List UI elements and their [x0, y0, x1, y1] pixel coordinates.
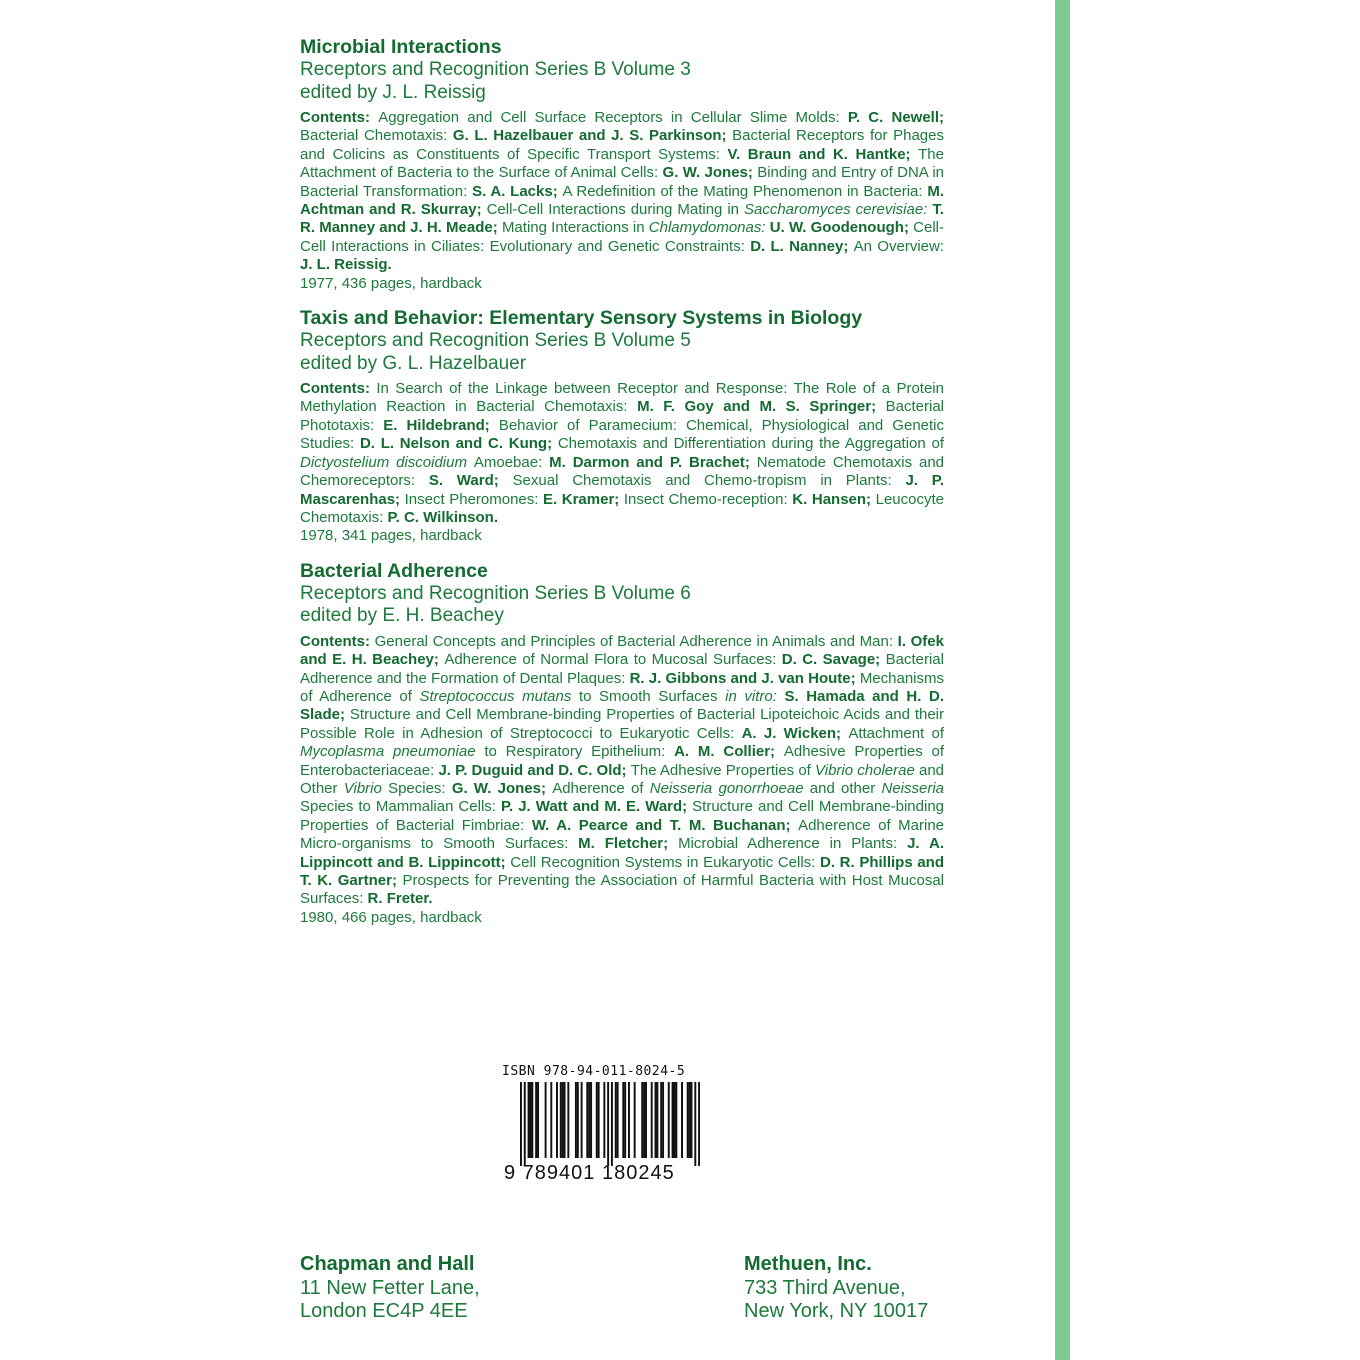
author-names: J. L. Reissig. — [300, 256, 392, 274]
author-names: P. C. Newell; — [847, 109, 944, 126]
chapter-title: Sexual Chemotaxis and Chemo-tropism in Plants: — [512, 472, 906, 490]
book-publication-info: 1980, 466 pages, hardback — [300, 908, 482, 926]
publisher-us — [744, 1253, 928, 1324]
barcode-bar — [550, 1082, 552, 1158]
species-name: Saccharomyces cerevisiae: — [743, 201, 933, 219]
barcode-bar — [694, 1082, 696, 1166]
barcode-bar — [603, 1082, 605, 1158]
book-list — [300, 36, 944, 941]
chapter-title: Mating Interactions in — [501, 219, 649, 237]
barcode-bar — [611, 1082, 613, 1166]
book-contents — [300, 109, 944, 275]
barcode-bar — [655, 1082, 657, 1158]
barcode-bar — [672, 1082, 674, 1158]
book-title: Microbial Interactions — [300, 36, 502, 58]
chapter-title: and other — [809, 779, 882, 797]
barcode-bar — [660, 1082, 662, 1158]
chapter-title: Chemotaxis and Differentiation during the Aggregation of — [557, 435, 945, 453]
barcode-bar — [586, 1082, 588, 1158]
barcode-bar — [687, 1082, 689, 1158]
book-publication-info: 1977, 436 pages, hardback — [300, 274, 482, 292]
chapter-title: Structure and Cell Membrane-binding Properties of Bacterial Lipoteichoic Acids and their Possible Role in Adhesion of Streptococci to Eukaryotic Cells: — [300, 706, 945, 742]
barcode-bar — [575, 1082, 577, 1158]
author-names: A. M. Collier; — [674, 743, 784, 761]
author-names: K. Hansen; — [792, 490, 876, 508]
barcode-bar — [617, 1082, 619, 1158]
barcode-bar — [624, 1082, 626, 1158]
chapter-title: Nematode Chemotaxis and Chemoreceptors: — [300, 453, 945, 490]
chapter-title: Bacterial Adherence and the Formation of Dental Plaques: — [300, 651, 944, 687]
barcode-bar — [615, 1082, 617, 1158]
barcode-bar — [668, 1082, 670, 1158]
chapter-title: Adherence of Marine Micro-organisms to Smooth Surfaces: — [300, 816, 945, 853]
chapter-title: Species to Mammalian Cells: — [300, 798, 501, 816]
author-names: T. R. Manney and J. H. Meade; — [300, 201, 944, 237]
publisher-name: Chapman and Hall — [300, 1253, 475, 1275]
book-series: Receptors and Recognition Series B Volume 3 — [300, 59, 691, 80]
author-names: Contents: — [300, 632, 375, 650]
author-names: S. A. Lacks; — [472, 182, 563, 200]
author-names: G. L. Hazelbauer and J. S. Parkinson; — [452, 127, 733, 145]
chapter-title: Cell-Cell Interactions during Mating in — [486, 201, 744, 219]
author-names: V. Braun and K. Hantke; — [727, 145, 919, 163]
species-name: Neisseria gonorrhoeae — [649, 779, 810, 797]
barcode-bar — [607, 1082, 609, 1166]
chapter-title: Insect Pheromones: — [404, 490, 544, 508]
author-names: E. Kramer; — [543, 490, 624, 508]
author-names: P. C. Wilkinson. — [387, 508, 498, 526]
barcode-bar — [531, 1082, 533, 1158]
barcode-bar — [581, 1082, 583, 1158]
chapter-title: Microbial Adherence in Plants: — [678, 835, 908, 853]
author-names: A. J. Wicken; — [741, 724, 849, 742]
author-names: Contents: — [300, 380, 377, 398]
book-contents — [300, 633, 944, 909]
chapter-title: General Concepts and Principles of Bacterial Adherence in Animals and Man: — [374, 632, 898, 650]
barcode-bar — [673, 1082, 675, 1158]
isbn-barcode — [500, 1064, 722, 1186]
barcode-bar — [564, 1082, 566, 1158]
chapter-title: Species: — [388, 779, 452, 797]
author-names: D. L. Nanney; — [750, 237, 854, 255]
spine-stripe — [1055, 0, 1070, 1360]
author-names: Contents: — [300, 109, 379, 126]
chapter-title: and Other — [300, 761, 945, 797]
author-names: S. Ward; — [428, 472, 513, 490]
chapter-title: The Attachment of Bacteria to the Surface of Animal Cells: — [300, 145, 944, 182]
author-names: J. P. Duguid and D. C. Old; — [438, 761, 631, 779]
barcode-bar — [641, 1082, 643, 1158]
chapter-title: An Overview: — [853, 237, 944, 255]
chapter-title: Prospects for Preventing the Association of Harmful Bacteria with Host Mucosal Surfaces: — [300, 872, 944, 908]
chapter-title: Bacterial Chemotaxis: — [300, 127, 453, 145]
publisher-address-line: New York, NY 10017 — [744, 1300, 929, 1322]
barcode-bar — [645, 1082, 647, 1158]
isbn-number: ISBN 978-94-011-8024-5 — [502, 1064, 686, 1079]
chapter-title: Binding and Entry of DNA in Bacterial Transformation: — [300, 164, 944, 200]
book-entry — [300, 560, 944, 928]
publisher-address-line: London EC4P 4EE — [300, 1300, 468, 1322]
species-name: in vitro: — [725, 687, 785, 705]
ean-digits: 9 789401 180245 — [504, 1162, 675, 1184]
book-entry — [300, 307, 944, 546]
book-series: Receptors and Recognition Series B Volume 6 — [300, 582, 691, 604]
chapter-title: Structure and Cell Membrane-binding Properties of Bacterial Fimbriae: — [300, 798, 945, 834]
book-contents — [300, 380, 944, 527]
chapter-title: Bacterial Receptors for Phages and Colicins as Constituents of Specific Transport Systems: — [300, 127, 944, 163]
author-names: U. W. Goodenough; — [769, 219, 914, 237]
species-name: Dictyostelium discoidium — [300, 453, 474, 471]
author-names: R. J. Gibbons and J. van Houte; — [629, 669, 860, 687]
species-name: Vibrio — [343, 779, 389, 797]
barcode-bar — [643, 1082, 645, 1158]
chapter-title: A Redefinition of the Mating Phenomenon in Bacteria: — [562, 182, 928, 200]
barcode-bar — [588, 1082, 590, 1158]
author-names: D. C. Savage; — [781, 651, 886, 669]
barcode-bar — [556, 1082, 558, 1158]
author-names: M. Darmon and P. Brachet; — [549, 453, 757, 471]
author-names: M. Achtman and R. Skurray; — [300, 182, 944, 219]
barcode-bar — [622, 1082, 624, 1158]
barcode-bar — [562, 1082, 564, 1158]
author-names: I. Ofek and E. H. Beachey; — [300, 632, 944, 669]
chapter-title: Adherence of Normal Flora to Mucosal Surfaces: — [444, 651, 782, 669]
species-name: Streptococcus mutans — [419, 687, 579, 705]
chapter-title: Cell-Cell Interactions in Ciliates: Evolutionary and Genetic Constraints: — [300, 219, 944, 255]
chapter-title: Bacterial Phototaxis: — [300, 398, 944, 434]
chapter-title: to Respiratory Epithelium: — [484, 743, 675, 761]
author-names: G. W. Jones; — [451, 779, 553, 797]
author-names: J. P. Mascarenhas; — [300, 472, 944, 508]
chapter-title: Adhesive Properties of Enterobacteriaceae: — [300, 743, 945, 779]
author-names: E. Hildebrand; — [383, 416, 499, 434]
barcode-bar — [675, 1082, 677, 1158]
barcode-bars — [520, 1082, 700, 1166]
chapter-title: In Search of the Linkage between Receptor and Response: The Role of a Protein Methylation Reaction in Bacterial Chemotaxis: — [300, 380, 944, 416]
barcode-bar — [545, 1082, 547, 1158]
publisher-address-line: 11 New Fetter Lane, — [300, 1276, 480, 1299]
chapter-title: Leucocyte Chemotaxis: — [300, 490, 945, 526]
chapter-title: Behavior of Paramecium: Chemical, Physiological and Genetic Studies: — [300, 416, 944, 453]
barcode-bar — [634, 1082, 636, 1158]
author-names: R. Freter. — [367, 890, 433, 908]
species-name: Chlamydomonas: — [648, 219, 770, 237]
author-names: P. J. Watt and M. E. Ward; — [500, 798, 693, 816]
barcode-bar — [662, 1082, 664, 1158]
book-publication-info: 1978, 341 pages, hardback — [300, 527, 482, 545]
barcode-bar — [598, 1082, 600, 1158]
book-editor: edited by G. L. Hazelbauer — [300, 352, 527, 374]
author-names: W. A. Pearce and T. M. Buchanan; — [531, 816, 799, 834]
book-series: Receptors and Recognition Series B Volume 5 — [300, 330, 691, 352]
chapter-title: Aggregation and Cell Surface Receptors in Cellular Slime Molds: — [378, 109, 848, 126]
chapter-title: Adherence of — [552, 779, 650, 797]
barcode-bar — [590, 1082, 592, 1158]
barcode-bar — [656, 1082, 658, 1158]
barcode-bar — [691, 1082, 693, 1158]
chapter-title: Cell Recognition Systems in Eukaryotic Cells: — [510, 853, 820, 871]
publisher-address-line: 733 Third Avenue, — [744, 1276, 906, 1299]
book-entry — [300, 36, 944, 293]
barcode-bar — [529, 1082, 531, 1158]
barcode-bar — [577, 1082, 579, 1158]
publisher-name: Methuen, Inc. — [744, 1253, 872, 1275]
species-name: Vibrio cholerae — [815, 761, 919, 779]
book-editor: edited by J. L. Reissig — [300, 81, 486, 103]
barcode-bar — [535, 1082, 537, 1158]
book-editor: edited by E. H. Beachey — [300, 605, 504, 627]
barcode-bar — [528, 1082, 530, 1158]
barcode-bar — [567, 1082, 569, 1158]
book-title: Taxis and Behavior: Elementary Sensory Systems in Biology — [300, 307, 863, 330]
chapter-title: Attachment of — [848, 724, 945, 742]
barcode-bar — [681, 1082, 683, 1158]
publisher-uk — [300, 1253, 480, 1324]
barcode-bar — [651, 1082, 653, 1158]
author-names: D. R. Phillips and T. K. Gartner; — [300, 853, 944, 889]
barcode-bar — [698, 1082, 700, 1166]
book-title: Bacterial Adherence — [300, 559, 488, 582]
chapter-title: to Smooth Surfaces — [578, 687, 726, 705]
chapter-title: Amoebae: — [473, 453, 550, 471]
barcode-bar — [524, 1082, 526, 1166]
chapter-title: Mechanisms of Adherence of — [300, 669, 945, 705]
author-names: G. W. Jones; — [662, 164, 758, 182]
chapter-title: Insect Chemo-reception: — [623, 490, 793, 508]
barcode-bar — [596, 1082, 598, 1158]
species-name: Mycoplasma pneumoniae — [300, 743, 485, 761]
barcode-bar — [520, 1082, 522, 1166]
barcode-bar — [560, 1082, 562, 1158]
author-names: M. F. Goy and M. S. Springer; — [637, 398, 886, 416]
species-name: Neisseria — [881, 779, 945, 797]
author-names: M. Fletcher; — [578, 835, 679, 853]
author-names: D. L. Nelson and C. Kung; — [359, 435, 558, 453]
barcode-bar — [537, 1082, 539, 1158]
barcode-bar — [628, 1082, 630, 1158]
chapter-title: The Adhesive Properties of — [630, 761, 816, 779]
author-names: S. Hamada and H. D. Slade; — [300, 687, 945, 724]
author-names: J. A. Lippincott and B. Lippincott; — [300, 835, 944, 871]
barcode-bar — [689, 1082, 691, 1158]
